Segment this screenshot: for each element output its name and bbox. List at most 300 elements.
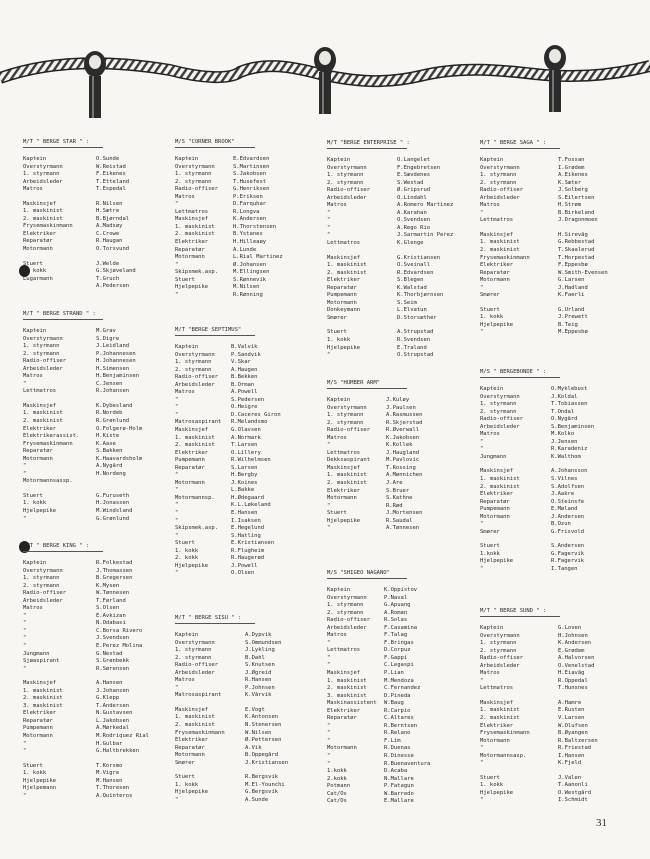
crew-name: J.Valen: [558, 774, 582, 781]
crew-row: [480, 157, 620, 165]
crew-row: [175, 262, 310, 270]
crew-role: Overstyrmann: [327, 164, 367, 171]
crew-role: Radio-offiser: [480, 187, 524, 194]
vessel-title: M/T " BERGE STRAND " :: [23, 311, 96, 317]
crew-role: Arbeidsleder: [327, 194, 367, 201]
crew-role: Kaptein: [327, 397, 351, 403]
crew-role: Reparatør: [23, 717, 53, 724]
crew-row: [480, 685, 620, 693]
crew-row: [23, 508, 159, 516]
vessel-crew-list: [327, 570, 467, 813]
crew-role: 2. maskinist: [480, 483, 520, 490]
crew-row: [175, 487, 310, 495]
crew-name: J.Dragonmoen: [558, 217, 598, 224]
crew-name: D.Storsæther: [397, 314, 437, 321]
crew-row: [480, 292, 620, 300]
crew-role: Hjelpepike: [327, 344, 361, 351]
crew-name: M.Mendoza: [384, 677, 414, 684]
vessel-title-underline: [23, 147, 103, 148]
crew-role: Maskinsjef: [175, 706, 209, 713]
vessel-title-underline: [175, 147, 255, 148]
crew-section: [175, 344, 310, 578]
crew-name: R.Melandsmo: [231, 419, 268, 426]
crew-name: J.Thomassen: [96, 567, 133, 574]
crew-role: ": [175, 796, 179, 803]
crew-row: [23, 471, 159, 479]
crew-role: Frysemaskinmann: [175, 729, 225, 736]
crew-role: ": [327, 654, 331, 661]
crew-row: [23, 666, 159, 674]
crew-row: [480, 424, 620, 432]
crew-role: Kaptein: [23, 156, 47, 162]
crew-name: T.Hunsnes: [558, 685, 588, 692]
crew-role: 1. styrmann: [480, 401, 517, 408]
crew-row: [327, 277, 467, 285]
crew-name: S.Ommundsen: [245, 639, 282, 646]
crew-name: R.Buenaventura: [384, 760, 431, 767]
crew-row: [327, 172, 467, 180]
crew-row: [175, 782, 310, 790]
crew-name: F.Casamina: [384, 624, 418, 631]
crew-name: L.Bakke: [231, 487, 255, 494]
vessel-crew-list: [175, 327, 310, 585]
crew-row: [23, 186, 159, 194]
crew-row: [23, 388, 159, 396]
crew-name: J.Prewett: [558, 314, 588, 321]
crew-row: [23, 179, 159, 187]
vessel-crew-list: [327, 380, 467, 540]
crew-role: ": [175, 570, 179, 577]
crew-row: [480, 543, 620, 551]
crew-role: Elektriker: [23, 230, 57, 237]
crew-name: Ø.Johansen: [233, 261, 267, 268]
crew-role: Elektrikerassist.: [23, 433, 80, 440]
crew-name: B.Ystanes: [233, 231, 263, 238]
crew-role: Frysemaskinmann: [480, 730, 530, 737]
crew-name: G.Loven: [558, 625, 582, 631]
crew-section: [480, 307, 620, 337]
crew-name: R.Duenas: [384, 745, 411, 752]
crew-name: T.Tobiassen: [551, 401, 588, 408]
crew-role: 1. styrmann: [175, 647, 212, 654]
crew-role: ": [175, 532, 179, 539]
crew-row: [175, 156, 310, 164]
crew-row: [23, 433, 159, 441]
crew-row: [23, 635, 159, 643]
crew-row: [480, 491, 620, 499]
crew-name: G.Haltbrekken: [96, 748, 140, 755]
crew-row: [23, 231, 159, 239]
crew-role: Matros: [327, 202, 347, 209]
crew-name: W.Nilsen: [245, 729, 272, 736]
crew-name: R.Longva: [233, 208, 260, 215]
crew-role: ": [327, 209, 331, 216]
crew-role: Kaptein: [175, 344, 199, 350]
crew-role: Matros: [175, 389, 195, 396]
crew-role: ": [175, 261, 179, 268]
crew-name: O.Lillery: [231, 449, 261, 456]
vessel-crew-list: [480, 369, 620, 581]
crew-name: A.Mørkedal: [96, 725, 130, 732]
crew-role: ": [327, 753, 331, 760]
crew-name: E.Sævdenes: [397, 172, 431, 179]
vessel-title: M/S "HUMBER ARM": [327, 380, 380, 386]
crew-role: ": [23, 643, 27, 650]
crew-role: Kaptein: [480, 386, 504, 392]
crew-role: Matros: [175, 677, 195, 684]
crew-row: [23, 725, 159, 733]
crew-name: A.Strupstad: [397, 329, 434, 336]
crew-row: [480, 285, 620, 293]
crew-name: T.Andersen: [96, 702, 130, 709]
crew-row: [23, 336, 159, 344]
crew-name: P.Naval: [384, 594, 408, 601]
crew-role: Jungmann: [23, 650, 50, 657]
crew-row: [175, 548, 310, 556]
crew-role: Elektriker: [23, 425, 57, 432]
crew-name: S.Eilertsen: [558, 194, 595, 201]
crew-name: E.Kristiansen: [231, 540, 275, 547]
crew-role: Lettmatros: [480, 217, 514, 224]
crew-row: [480, 386, 620, 394]
crew-row: [23, 741, 159, 749]
crew-row: [23, 343, 159, 351]
crew-role: 2. maskinist: [175, 231, 215, 238]
crew-name: F.Engebretsen: [397, 164, 441, 171]
crew-name: K.Vårvik: [245, 692, 272, 699]
crew-name: V.Larsen: [558, 715, 585, 722]
crew-row: [175, 224, 310, 232]
crew-name: J.Øgreid: [245, 669, 272, 676]
crew-role: Reparatør: [175, 464, 205, 471]
crew-role: 2. styrmann: [480, 408, 517, 415]
crew-name: G.Larsen: [558, 277, 585, 284]
crew-role: Motormannsasp.: [480, 752, 527, 759]
crew-row: [327, 232, 467, 240]
crew-row: [23, 500, 159, 508]
crew-role: Matrosaspirant: [175, 419, 222, 426]
crew-name: O.Venelstad: [558, 662, 595, 669]
crew-name: S.Vilnes: [551, 476, 578, 483]
crew-row: [175, 540, 310, 548]
vessel-crew-list: [23, 139, 159, 298]
crew-name: D.Farquhar: [233, 201, 267, 208]
crew-section: [23, 403, 159, 486]
crew-name: K.Dybesland: [96, 402, 133, 409]
crew-row: [23, 710, 159, 718]
crew-row: [327, 730, 467, 738]
crew-name: J.Hadland: [558, 284, 588, 291]
crew-row: [175, 632, 310, 640]
crew-row: [327, 715, 467, 723]
crew-role: ": [480, 438, 484, 445]
crew-row: [175, 194, 310, 202]
crew-role: Smører: [480, 292, 500, 299]
crew-row: [327, 337, 467, 345]
crew-name: S.Adolfsen: [551, 483, 585, 490]
crew-row: [480, 730, 620, 738]
crew-row: [480, 314, 620, 322]
crew-role: Maskinsjef: [480, 231, 514, 238]
crew-role: ": [23, 620, 27, 627]
crew-role: Matros: [480, 202, 500, 209]
crew-row: [480, 678, 620, 686]
crew-section: [480, 386, 620, 461]
crew-row: [175, 435, 310, 443]
crew-name: W.Olufsen: [558, 722, 588, 729]
crew-name: J.Lykling: [245, 647, 275, 654]
crew-name: H.Jonassen: [96, 500, 130, 507]
crew-role: 1. maskinist: [175, 714, 215, 721]
crew-role: ": [23, 515, 27, 522]
crew-name: W.Barredo: [384, 790, 414, 797]
crew-role: Arbeidsleder: [480, 194, 520, 201]
crew-role: Dekksaspirant: [327, 457, 371, 464]
crew-name: M.Grav: [96, 328, 116, 334]
crew-role: ": [327, 352, 331, 359]
crew-section: [175, 707, 310, 767]
crew-name: B.Ozun: [551, 521, 571, 528]
crew-row: [327, 180, 467, 188]
crew-row: [327, 783, 467, 791]
crew-name: F.Bringas: [384, 639, 414, 646]
crew-name: T.Husefest: [233, 178, 267, 185]
crew-row: [175, 563, 310, 571]
crew-row: [480, 640, 620, 648]
vessel-title: M/T "BERGE SEPTIMUS": [175, 327, 242, 333]
crew-role: ": [23, 665, 27, 672]
crew-role: Maskinsjef: [327, 670, 361, 677]
crew-role: Overstyrmann: [480, 393, 520, 400]
crew-row: [23, 793, 159, 801]
crew-row: [327, 450, 467, 458]
crew-name: C.Legaspi: [384, 662, 414, 669]
crew-role: Elektriker: [23, 710, 57, 717]
crew-name: M.Rodriquez Rial: [96, 733, 149, 740]
crew-role: Stuert: [480, 543, 500, 550]
crew-row: [327, 693, 467, 701]
crew-name: H.Sirevåg: [558, 231, 588, 238]
crew-name: R.Rønning: [233, 291, 263, 298]
crew-row: [23, 613, 159, 621]
crew-row: [480, 551, 620, 559]
crew-name: M.Kolko: [551, 431, 575, 438]
crew-name: A.Rego Rio: [397, 224, 431, 231]
crew-row: [327, 525, 467, 533]
vessel-title: M/T " BERGE SAGA " :: [480, 140, 547, 146]
crew-role: Radio-offiser: [327, 617, 371, 624]
crew-name: S.Kathne: [386, 495, 413, 502]
crew-row: [480, 232, 620, 240]
vessel-crew-list: [23, 543, 159, 807]
crew-name: W.Smith-Evensen: [558, 269, 608, 276]
crew-section: [23, 763, 159, 801]
crew-role: Cat/Os: [327, 798, 347, 805]
crew-name: B.Bekken: [231, 374, 258, 381]
crew-role: Cat/Os: [327, 790, 347, 797]
crew-name: J.Paulsen: [386, 404, 416, 411]
crew-section: [23, 156, 159, 194]
crew-name: T.Skaalerud: [558, 247, 595, 254]
crew-row: [327, 187, 467, 195]
crew-name: G.Olavsen: [231, 427, 261, 434]
crew-role: 2. styrmann: [23, 582, 60, 589]
crew-role: Maskinsjef: [175, 216, 209, 223]
crew-name: S.Pedersen: [231, 396, 265, 403]
crew-name: K.Walstad: [397, 284, 427, 291]
crew-row: [327, 495, 467, 503]
crew-role: Overstyrmann: [327, 404, 367, 411]
crew-row: [23, 403, 159, 411]
crew-row: [327, 602, 467, 610]
crew-row: [327, 768, 467, 776]
crew-row: [23, 261, 159, 269]
crew-name: S.Olsen: [96, 605, 120, 612]
crew-role: Motormann: [327, 495, 357, 502]
crew-name: G.Henriksen: [233, 186, 270, 193]
crew-name: R.Nilsen: [96, 200, 123, 207]
crew-role: Radio-offiser: [23, 358, 67, 365]
crew-role: Kaptein: [175, 156, 199, 162]
crew-name: G.Klepp: [96, 695, 120, 702]
crew-name: S.Bakken: [96, 448, 123, 455]
crew-row: [480, 468, 620, 476]
crew-name: T.Førland: [96, 597, 126, 604]
vessel-title-underline: [327, 388, 407, 389]
crew-name: T.Ondal: [551, 408, 575, 415]
crew-name: S.Benjaminsen: [551, 423, 595, 430]
crew-row: [480, 625, 620, 633]
crew-role: 1. kokk: [480, 314, 504, 321]
crew-role: Radio-offiser: [175, 186, 219, 193]
crew-name: J.Johansen: [96, 687, 130, 694]
crew-section: [23, 261, 159, 291]
crew-name: H.Strøm: [558, 202, 582, 209]
crew-role: Overstyrmann: [327, 594, 367, 601]
vessel-crew-list: [480, 608, 620, 812]
crew-row: [327, 157, 467, 165]
vessel-title-underline: [23, 319, 103, 320]
crew-role: ": [23, 470, 27, 477]
crew-role: Reparatør: [23, 238, 53, 245]
crew-row: [327, 753, 467, 761]
vessel-title: M/T "BERGE ENTERPRISE " :: [327, 140, 410, 146]
crew-name: D.Corpuz: [384, 647, 411, 654]
crew-role: Radio-offiser: [175, 662, 219, 669]
crew-name: L.Rial Martinez: [233, 254, 283, 261]
crew-role: Hjelpepike: [23, 777, 57, 784]
crew-role: Pumpemann: [327, 292, 357, 299]
crew-name: D.Pineda: [384, 692, 411, 699]
crew-row: [175, 367, 310, 375]
crew-name: A.Dypvik: [245, 632, 272, 638]
crew-role: 1. maskinist: [480, 239, 520, 246]
crew-row: [23, 695, 159, 703]
crew-role: Motormann: [175, 254, 205, 261]
crew-row: [175, 419, 310, 427]
crew-row: [480, 499, 620, 507]
crew-role: ": [480, 760, 484, 767]
crew-name: E.Hansen: [231, 510, 258, 517]
crew-name: [96, 478, 159, 486]
crew-row: [480, 454, 620, 462]
crew-section: [480, 775, 620, 805]
crew-name: J.Mortensen: [386, 510, 423, 517]
crew-name: R.Sørensen: [96, 665, 130, 672]
crew-role: Hjelpepike: [175, 562, 209, 569]
crew-name: E.Mallare: [384, 798, 414, 805]
crew-row: [327, 640, 467, 648]
crew-name: A.Sunde: [245, 796, 269, 803]
crew-name: S.Bruer: [386, 487, 410, 494]
crew-role: ": [480, 521, 484, 528]
rope-border-illustration: [0, 30, 650, 120]
crew-row: [175, 714, 310, 722]
crew-section: [480, 700, 620, 768]
crew-name: O.Torsvund: [96, 246, 130, 253]
crew-row: [23, 381, 159, 389]
crew-role: Reparatør: [327, 284, 357, 291]
crew-role: 1. styrmann: [23, 171, 60, 178]
crew-name: A.Tønnesen: [386, 525, 420, 532]
crew-name: R.Relano: [384, 730, 411, 737]
crew-role: ": [175, 291, 179, 298]
crew-name: S.Digre: [96, 335, 120, 342]
crew-name: R.Saudal: [386, 517, 413, 524]
crew-role: Stuert: [175, 276, 195, 283]
crew-row: [327, 503, 467, 511]
crew-name: R.Grønlund: [96, 418, 130, 425]
crew-section: [23, 493, 159, 523]
crew-name: J.Svendsen: [96, 635, 130, 642]
crew-role: Maskinsjef: [23, 200, 57, 207]
crew-row: [175, 344, 310, 352]
crew-role: ": [23, 380, 27, 387]
crew-name: M.Vigre: [96, 770, 120, 777]
crew-name: P.Fatagun: [384, 783, 414, 790]
crew-name: M.El-Younchi: [245, 781, 285, 788]
crew-name: A.Powell: [231, 389, 258, 396]
crew-name: Ø.Gripsrud: [397, 187, 431, 194]
crew-row: [480, 707, 620, 715]
crew-role: 1.kokk: [480, 550, 500, 557]
crew-name: S.Blegen: [397, 277, 424, 284]
crew-name: S.Andersen: [551, 543, 585, 550]
crew-name: N.Stenersen: [245, 722, 282, 729]
crew-name: O.Langelet: [397, 157, 431, 163]
crew-role: Stuert: [175, 540, 195, 547]
crew-role: Hjelpepike: [480, 789, 514, 796]
crew-row: [175, 480, 310, 488]
crew-row: [23, 448, 159, 456]
crew-row: [175, 670, 310, 678]
crew-role: 1. styrmann: [327, 412, 364, 419]
crew-row: [23, 223, 159, 231]
crew-name: K.Aase: [96, 440, 116, 447]
crew-name: J.Jensen: [551, 438, 578, 445]
crew-row: [327, 670, 467, 678]
crew-name: A.Vik: [245, 744, 262, 751]
crew-role: Kaptein: [23, 560, 47, 566]
crew-row: [480, 165, 620, 173]
crew-name: M.Ellingsen: [233, 269, 270, 276]
crew-name: R.Rød: [386, 502, 403, 509]
crew-name: O.Sveinall: [397, 262, 431, 269]
crew-row: [480, 187, 620, 195]
crew-name: K.Oppistov: [384, 587, 418, 593]
crew-role: ": [327, 730, 331, 737]
crew-row: [327, 202, 467, 210]
